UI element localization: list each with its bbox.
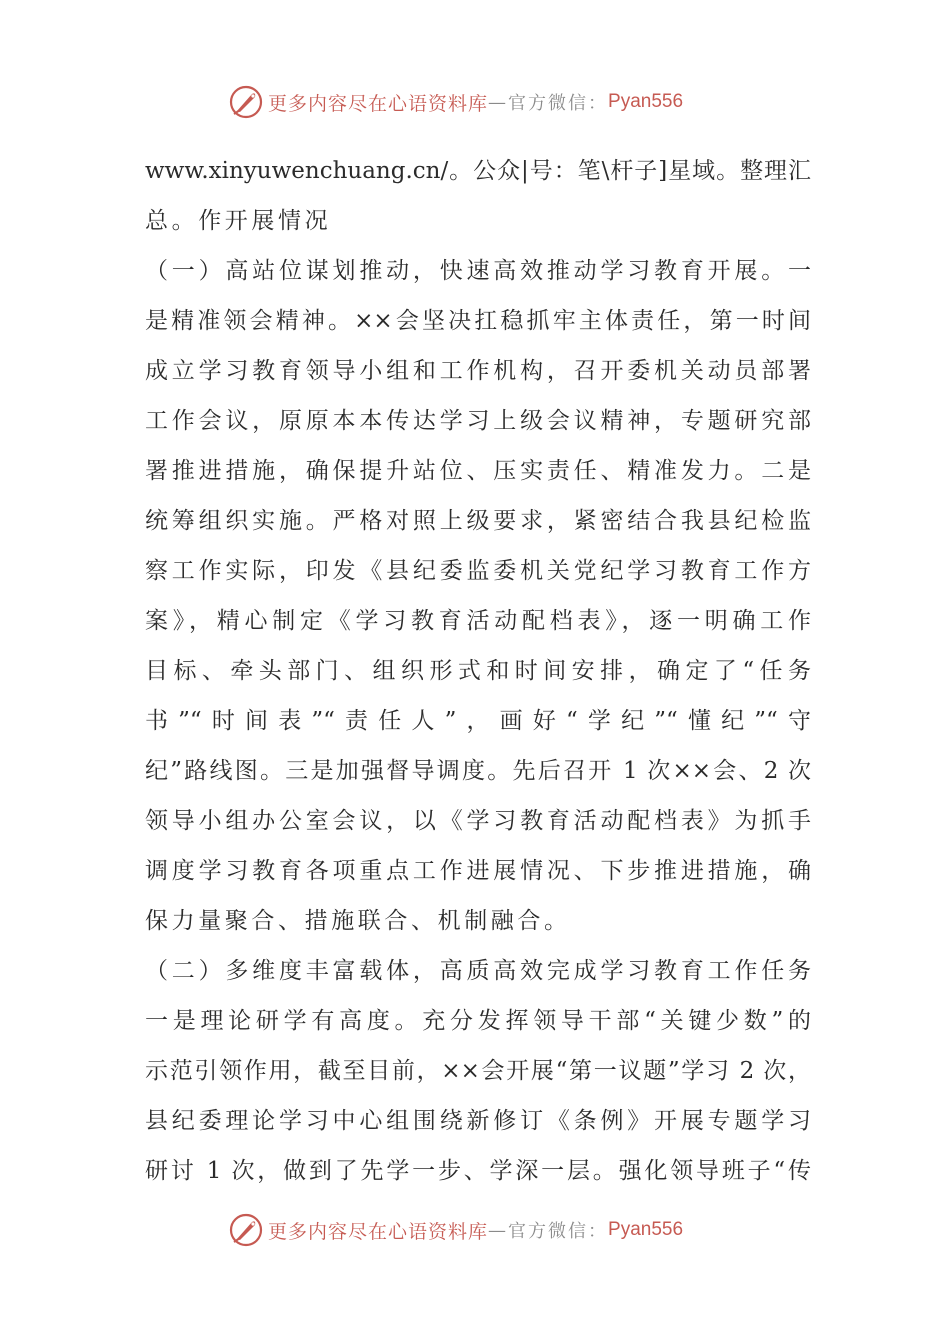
body-line: 领导小组办公室会议，以《学习教育活动配档表》为抓手 [145,808,811,834]
header-watermark-banner [228,82,748,122]
body-line: 统筹组织实施。严格对照上级要求，紧密结合我县纪检监 [145,508,811,534]
body-line: （一）高站位谋划推动，快速高效推动学习教育开展。一 [145,258,811,284]
document-body [145,146,811,1196]
banner-main-text: 更多内容尽在心语资料库 [268,1220,489,1243]
body-line: 是精准领会精神。××会坚决扛稳抓牢主体责任，第一时间 [145,308,811,334]
banner-dash: — [488,1219,509,1241]
quill-logo-icon [228,1212,264,1248]
body-line: 研讨 1 次，做到了先学一步、学深一层。强化领导班子“传 [145,1158,811,1184]
body-line: 县纪委理论学习中心组围绕新修订《条例》开展专题学习 [145,1108,811,1134]
body-line: 成立学习教育领导小组和工作机构，召开委机关动员部署 [145,358,811,384]
body-line: 调度学习教育各项重点工作进展情况、下步推进措施，确 [145,858,811,884]
body-line: 署推进措施，确保提升站位、压实责任、精准发力。二是 [145,458,811,484]
body-line: 一是理论研学有高度。充分发挥领导干部“关键少数”的 [145,1008,811,1034]
body-line: 保力量聚合、措施联合、机制融合。 [145,908,571,934]
body-line: 总。作开展情况 [145,208,332,234]
banner-main-text: 更多内容尽在心语资料库 [268,92,489,115]
banner-wechat-id: Pyan556 [608,91,684,112]
banner-dash: — [488,91,509,113]
quill-logo-icon [228,84,264,120]
body-line: 工作会议，原原本本传达学习上级会议精神，专题研究部 [145,408,811,434]
banner-sub-text: 官方微信： [508,1221,609,1242]
body-line: 察工作实际，印发《县纪委监委机关党纪学习教育工作方 [145,558,811,584]
banner-sub-text: 官方微信： [508,93,609,114]
banner-wechat-id: Pyan556 [608,1219,684,1240]
body-line: www.xinyuwenchuang.cn/。公众|号：笔\杆子]星域。整理汇 [145,158,811,184]
body-line: 示范引领作用，截至目前，××会开展“第一议题”学习 2 次， [145,1058,811,1084]
footer-watermark-banner [228,1210,748,1250]
body-line: 纪”路线图。三是加强督导调度。先后召开 1 次××会、2 次 [145,758,811,784]
body-line: （二）多维度丰富载体，高质高效完成学习教育工作任务 [145,958,811,984]
body-line: 案》，精心制定《学习教育活动配档表》，逐一明确工作 [145,608,811,634]
body-line: 书”“时间表”“责任人”，画好“学纪”“懂纪”“守 [145,708,811,734]
body-line: 目标、牵头部门、组织形式和时间安排，确定了“任务 [145,658,811,684]
